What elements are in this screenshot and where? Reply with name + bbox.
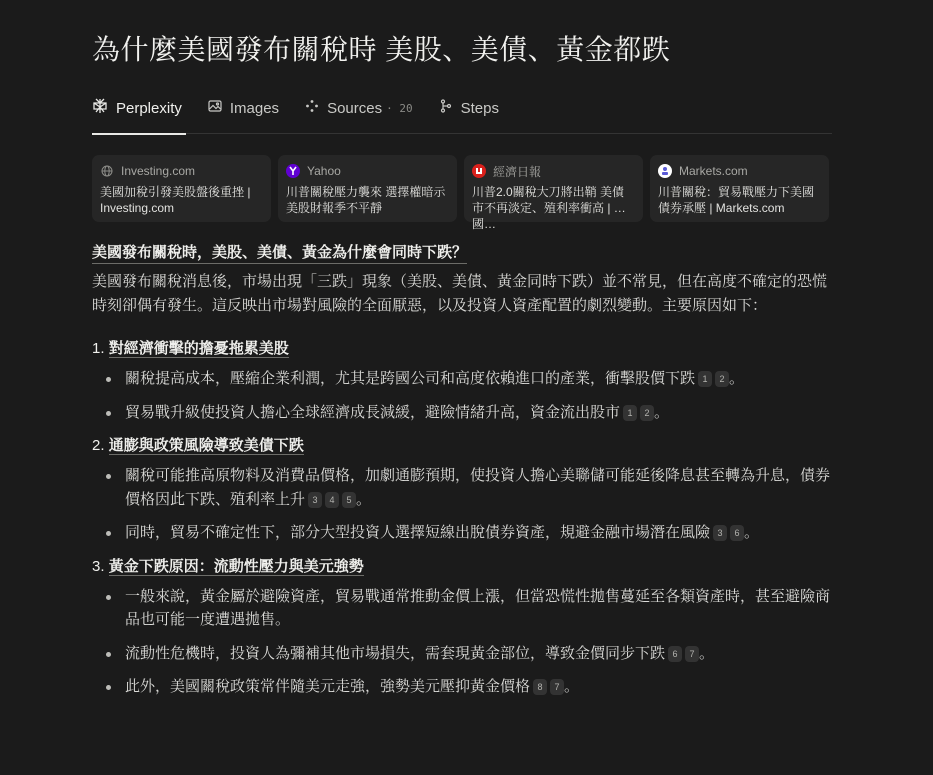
bullet-list xyxy=(92,464,832,545)
yahoo-icon xyxy=(286,164,300,178)
citation-badge[interactable]: 8 xyxy=(533,679,547,695)
sources-count: · 20 xyxy=(386,101,413,115)
bullet-list xyxy=(92,585,832,699)
section-heading xyxy=(92,436,832,456)
tab-label: Sources xyxy=(327,99,383,117)
tab-label: Images xyxy=(229,99,280,117)
list-item-text: 流動性危機時，投資人為彌補其他市場損失，需套現黃金部位，導致金價同步下跌 xyxy=(125,644,666,662)
markets-icon xyxy=(658,164,672,178)
tab-label: Perplexity xyxy=(116,99,182,117)
section-heading xyxy=(92,557,832,577)
citation-badge[interactable]: 2 xyxy=(715,371,729,387)
source-title: 川普關稅壓力襲來 選擇權暗示美股財報季不平靜 xyxy=(286,185,446,215)
answer-intro: 美國發布關稅消息後，市場出現「三跌」現象（美股、美債、黃金同時下跌）並不常見，但在高度不確定的恐慌時刻卻偶有發生。這反映出市場對風險的全面厭惡，以及投資人資產配置的劇烈變動。主要原因如下： xyxy=(92,273,828,314)
source-site: Yahoo xyxy=(307,164,341,178)
citation-badge[interactable]: 7 xyxy=(685,646,699,662)
list-item-text: 同時，貿易不確定性下，部分大型投資人選擇短線出脫債券資產，規避金融市場潛在風險 xyxy=(125,524,711,541)
answer-body xyxy=(92,243,832,709)
bullet-list xyxy=(92,367,832,424)
globe-icon xyxy=(100,164,114,178)
source-title: 美國加稅引發美股盤後重挫 | Investing.com xyxy=(100,185,251,215)
section-title: 對經濟衝擊的擔憂拖累美股 xyxy=(108,340,289,357)
list-item-text: 關稅提高成本，壓縮企業利潤，尤其是跨國公司和高度依賴進口的產業，衝擊股價下跌 xyxy=(125,370,696,387)
section-title: 通膨與政策風險導致美債下跌 xyxy=(108,437,304,454)
section-number: 1. xyxy=(92,340,105,357)
list-item: 同時，貿易不確定性下，部分大型投資人選擇短線出脫債券資產，規避金融市場潛在風險 3 6 。 xyxy=(92,521,832,545)
source-cards xyxy=(92,155,832,231)
source-site: Markets.com xyxy=(679,164,748,178)
citation-badge[interactable]: 6 xyxy=(668,646,682,662)
list-item xyxy=(92,585,832,632)
tab-steps[interactable] xyxy=(439,92,499,124)
steps-icon xyxy=(439,99,461,117)
list-item-text: 一般來說，黃金屬於避險資產，貿易戰通常推動金價上漲，但當恐慌性拋售蔓延至各類資產時，甚至避險商品也可能一度遭遇拋售。 xyxy=(125,587,831,628)
list-item: 流動性危機時，投資人為彌補其他市場損失，需套現黃金部位，導致金價同步下跌 6 7 。 xyxy=(92,642,832,666)
tab-label: Steps xyxy=(460,99,499,117)
citation-badge[interactable]: 1 xyxy=(698,371,712,387)
query-title: 為什麼美國發布關稅時 美股、美債、黃金都跌 xyxy=(92,34,671,65)
list-item: 此外，美國關稅政策常伴隨美元走強，強勢美元壓抑黃金價格 8 7 。 xyxy=(92,675,832,699)
tab-images[interactable] xyxy=(208,92,279,124)
citation-badge[interactable]: 3 xyxy=(713,525,727,541)
list-item: 關稅可能推高原物料及消費品價格，加劇通膨預期，使投資人擔心美聯儲可能延後降息甚至轉為升息，債券價格因此下跌、殖利率上升 3 4 5 。 xyxy=(92,464,832,511)
source-card[interactable] xyxy=(278,155,457,222)
citation-badge[interactable]: 4 xyxy=(325,492,339,508)
list-item: 關稅提高成本，壓縮企業利潤，尤其是跨國公司和高度依賴進口的產業，衝擊股價下跌 1 2 。 xyxy=(92,367,832,391)
section-number: 3. xyxy=(92,557,105,575)
citation-badge[interactable]: 2 xyxy=(640,405,654,421)
sources-icon xyxy=(305,99,327,117)
udn-icon xyxy=(472,164,486,178)
list-item: 貿易戰升級使投資人擔心全球經濟成長減緩，避險情緒升高，資金流出股市 1 2 。 xyxy=(92,401,832,425)
image-icon xyxy=(208,99,230,117)
source-card[interactable] xyxy=(464,155,643,231)
source-site: Investing.com xyxy=(121,164,196,178)
result-tabs xyxy=(92,92,832,134)
citation-badge[interactable]: 5 xyxy=(342,492,356,508)
source-card[interactable] xyxy=(650,155,829,222)
tab-perplexity[interactable] xyxy=(92,92,182,124)
source-title: 川普關稅：貿易戰壓力下美國債券承壓 | Markets.com xyxy=(658,185,815,215)
citation-badge[interactable]: 3 xyxy=(308,492,322,508)
list-item-text: 關稅可能推高原物料及消費品價格，加劇通膨預期，使投資人擔心美聯儲可能延後降息甚至轉為升息，債券價格因此下跌、殖利率上升 xyxy=(125,467,831,508)
tab-sources[interactable] xyxy=(305,92,413,124)
section-heading xyxy=(92,339,832,359)
perplexity-logo-icon xyxy=(92,98,116,118)
citation-badge[interactable]: 6 xyxy=(730,525,744,541)
section-number: 2. xyxy=(92,437,105,454)
citation-badge[interactable]: 1 xyxy=(623,405,637,421)
source-card[interactable] xyxy=(92,155,271,222)
section-title: 黃金下跌原因：流動性壓力與美元強勢 xyxy=(108,557,364,575)
answer-heading: 美國發布關稅時，美股、美債、黃金為什麼會同時下跌？ xyxy=(92,243,467,264)
source-title: 川普2.0關稅大刀將出鞘 美債市不再淡定、殖利率衝高 | 美國… xyxy=(472,185,626,231)
source-site: 經濟日報 xyxy=(493,164,542,179)
list-item-text: 貿易戰升級使投資人擔心全球經濟成長減緩，避險情緒升高，資金流出股市 xyxy=(125,403,621,421)
list-item-text: 此外，美國關稅政策常伴隨美元走強，強勢美元壓抑黃金價格 xyxy=(125,678,531,695)
citation-badge[interactable]: 7 xyxy=(550,679,564,695)
